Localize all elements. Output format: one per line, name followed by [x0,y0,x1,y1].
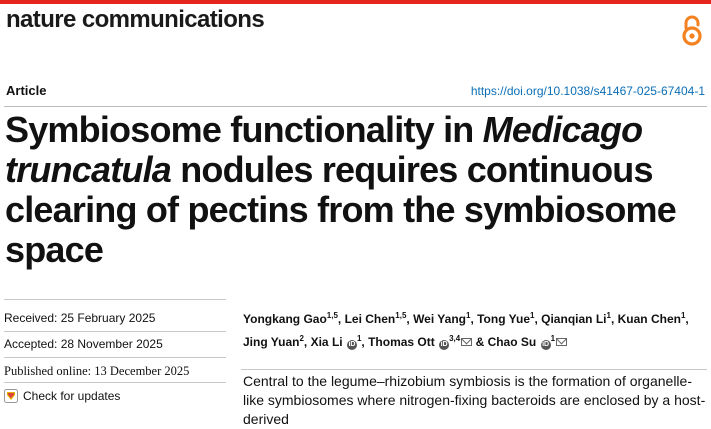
open-access-lock-icon[interactable] [680,14,704,46]
author-affiliation: 1 [530,311,535,320]
meta-divider [4,357,226,358]
article-title [5,110,705,270]
journal-name[interactable]: nature communications [6,6,265,33]
author-name: Lei Chen [344,312,396,326]
author-name: Chao Su [487,335,537,349]
author[interactable] [413,312,470,326]
title-part-1: Symbiosome functionality in [5,109,483,150]
author-affiliation: 1,5 [326,311,338,320]
published-date: Published online: 13 December 2025 [4,364,190,378]
author-affiliation: 2 [299,334,304,343]
author-affiliation: 1 [356,334,362,343]
orcid-icon[interactable]: iD [348,341,356,348]
title-part-2: nodules requires continuous clearing of pectins from the symbiosome space [5,149,676,270]
author[interactable] [541,312,611,326]
author[interactable] [345,312,407,326]
author-affiliation: 1 [606,311,611,320]
abstract-divider [241,369,707,370]
author[interactable] [311,335,362,349]
author-separator: & [475,335,488,349]
check-for-updates-label: Check for updates [23,389,121,403]
accent-rule [0,0,711,4]
author-name: Yongkang Gao [243,312,327,326]
check-for-updates-icon [4,389,18,403]
author-name: Wei Yang [413,312,466,326]
meta-divider [4,382,226,383]
author-affiliation: 1 [465,311,471,320]
author-name: Xia Li [310,335,343,349]
meta-divider [4,331,226,332]
author[interactable] [477,312,534,326]
journal-header [0,0,711,48]
title-species: Medicago truncatula [5,109,643,190]
accepted-date: Accepted: 28 November 2025 [4,337,163,351]
author-affiliation: 1,5 [395,311,407,320]
article-type-label: Article [6,83,47,98]
author-affiliation: 1 [550,334,556,343]
author[interactable] [618,312,686,326]
author[interactable] [243,335,304,349]
orcid-icon[interactable]: iD [440,341,448,348]
author-name: Thomas Ott [368,335,435,349]
author-name: Kuan Chen [617,312,681,326]
author-name: Jing Yuan [243,335,300,349]
email-icon[interactable] [556,338,567,346]
author[interactable] [488,335,567,349]
email-icon[interactable] [461,338,472,346]
author[interactable] [243,312,338,326]
author-name: Qianqian Li [541,312,607,326]
author[interactable] [368,335,472,349]
doi-link[interactable]: https://doi.org/10.1038/s41467-025-67404-1 [470,84,705,98]
author-affiliation: 1 [680,311,686,320]
check-for-updates-button[interactable] [4,389,120,403]
author-affiliation: 3,4 [449,334,461,343]
meta-divider [4,299,226,300]
header-divider [4,106,707,107]
author-name: Tong Yue [477,312,531,326]
abstract-text: Central to the legume–rhizobium symbiosis is the formation of organelle-like symbiosomes where nitrogen-fixing bacteroids are enclosed by a host-derived [243,373,706,427]
author-list: Yongkang Gao$^{1,5}$, Lei Chen$^{1,5}$, Wei Yang$^1$, Tong Yue$^1$, Qianqian Li$^1$, Kuan Chen$^1$, Jing Yuan$^2$, Xia Li $iD^1$, Thomas Ott iD$^{3,4}$ & Chao Su $iD^1$ [243,311,689,349]
received-date: Received: 25 February 2025 [4,311,156,325]
orcid-icon[interactable]: iD [542,341,550,348]
